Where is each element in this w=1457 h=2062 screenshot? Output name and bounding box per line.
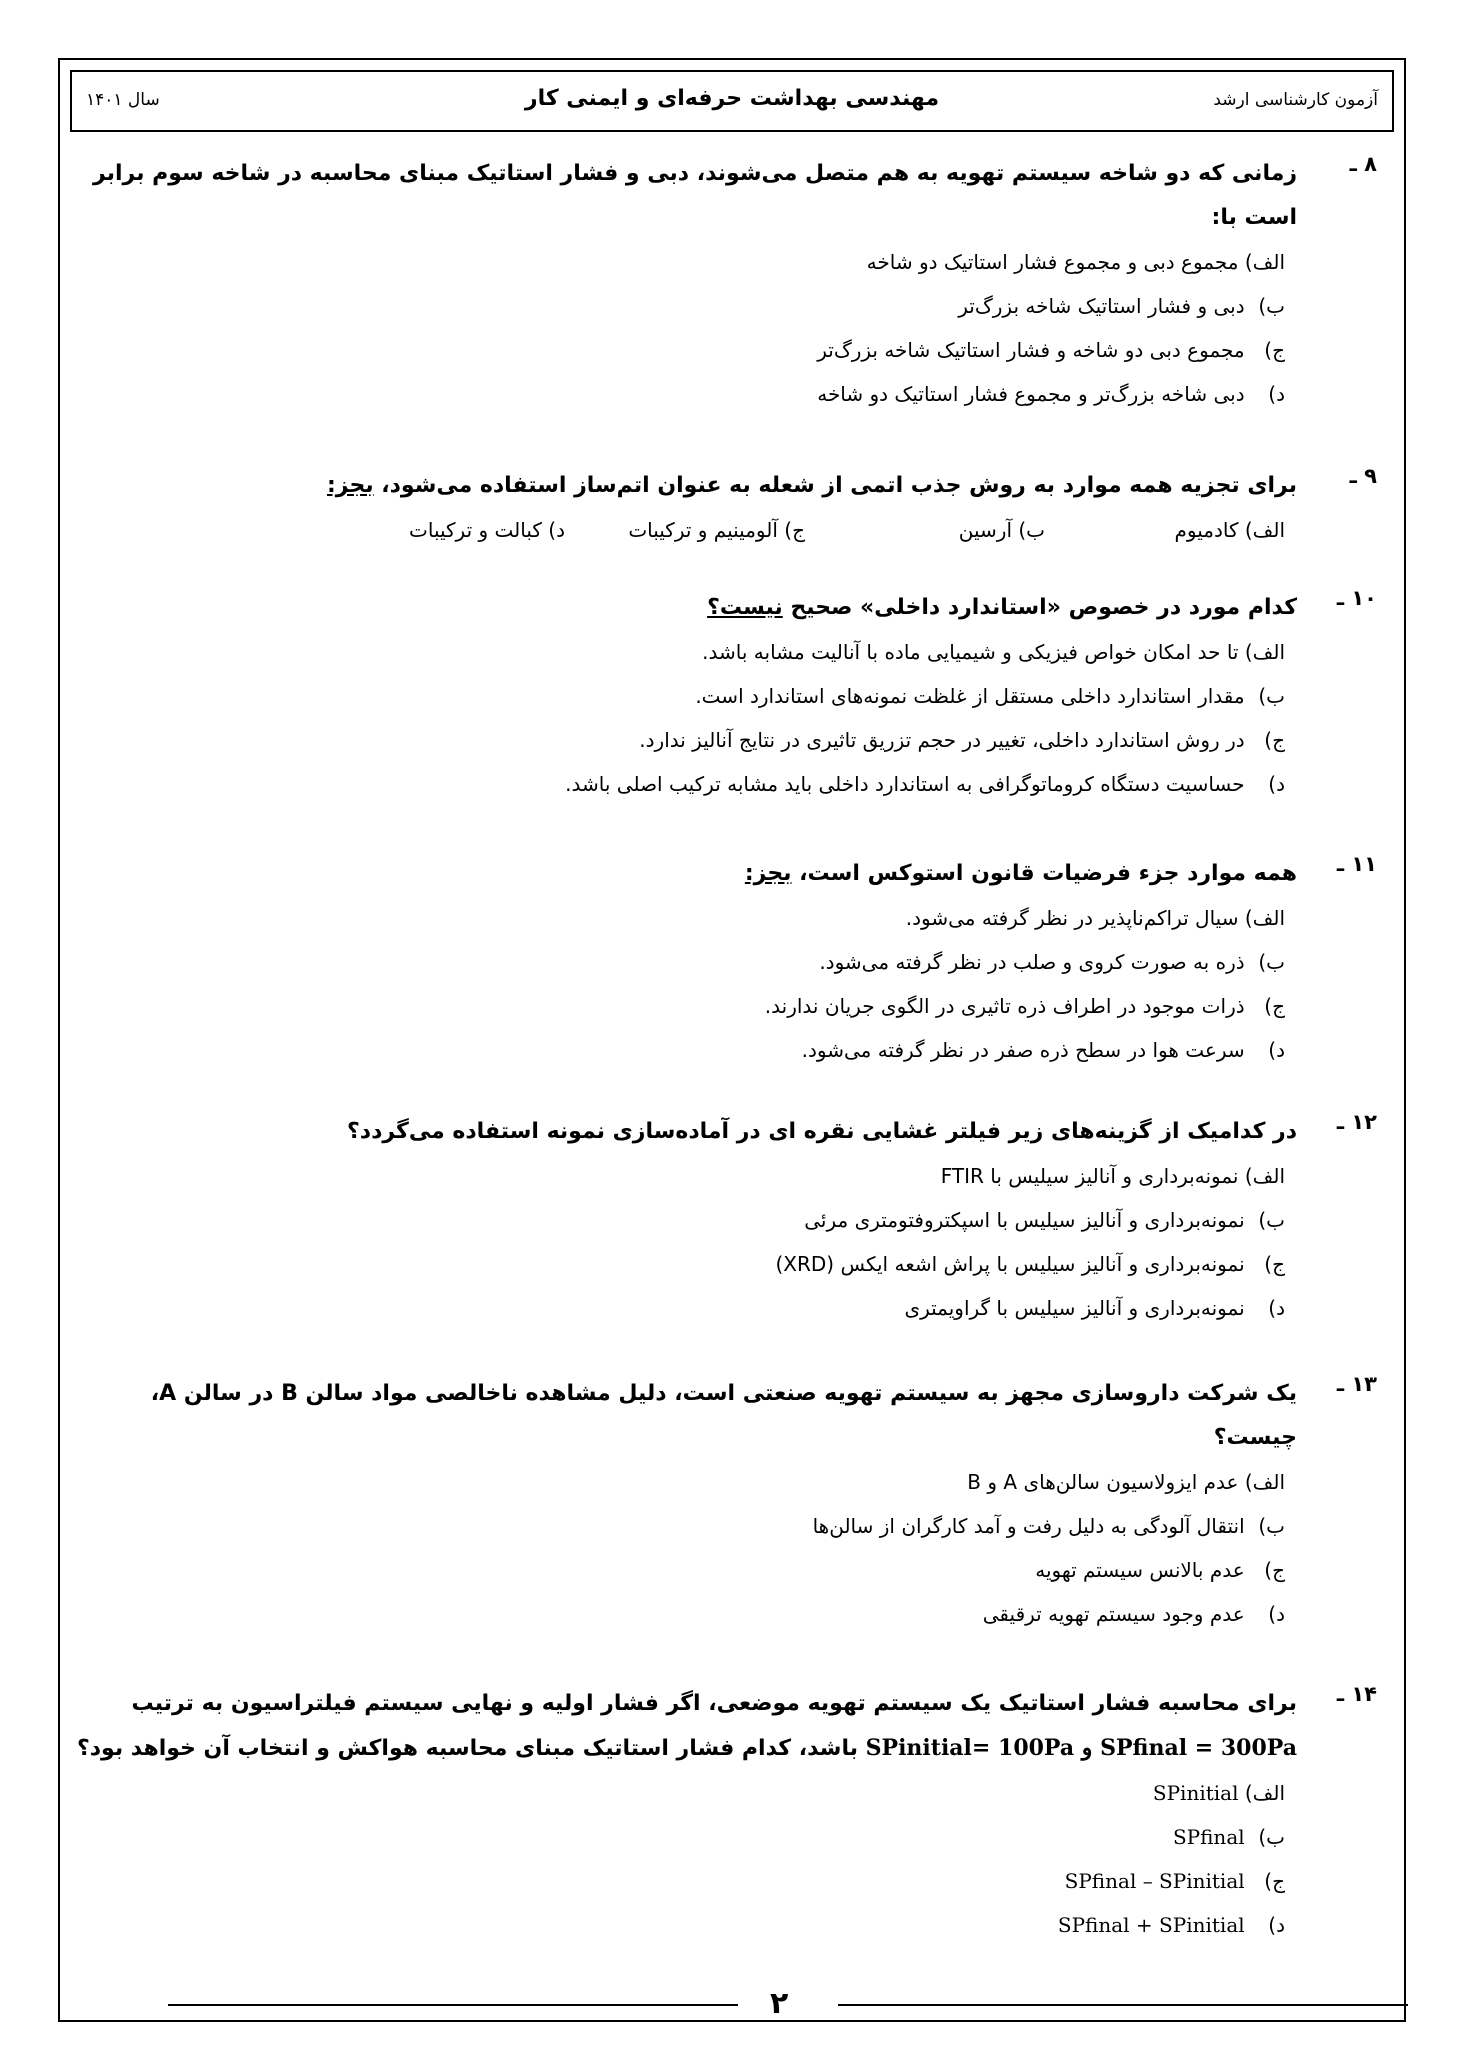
option-jim: ج) ذرات موجود در اطراف ذره تاثیری در الگوی جریان ندارند. xyxy=(764,994,1285,1018)
option-dal: د) حساسیت دستگاه کروماتوگرافی به استاندارد داخلی باید مشابه ترکیب اصلی باشد. xyxy=(565,772,1285,796)
question-number: ۱۴ ـ xyxy=(1336,1682,1377,1706)
emphasis: بجز: xyxy=(744,861,792,886)
option-be: ب) انتقال آلودگی به دلیل رفت و آمد کارگران از سالن‌ها xyxy=(812,1514,1285,1538)
footer-rule-left xyxy=(168,2004,738,2006)
pressure-values: SPinitial= 100Pa و SPfinal = 300Pa xyxy=(865,1735,1297,1761)
option-dal: د) نمونه‌برداری و آنالیز سیلیس با گراویمتری xyxy=(904,1296,1285,1320)
question-number: ۱۰ ـ xyxy=(1336,586,1377,610)
option-be: ب) مقدار استاندارد داخلی مستقل از غلظت نمونه‌های استاندارد است. xyxy=(695,684,1285,708)
question-number: ۱۱ ـ xyxy=(1336,852,1377,876)
option-alef: الف) تا حد امکان خواص فیزیکی و شیمیایی ماده با آنالیت مشابه باشد. xyxy=(702,640,1285,664)
page-number: ۲ xyxy=(770,1986,789,2021)
option-dal: د) سرعت هوا در سطح ذره صفر در نظر گرفته می‌شود. xyxy=(801,1038,1285,1062)
option-be: ب) ذره به صورت کروی و صلب در نظر گرفته می‌شود. xyxy=(819,950,1285,974)
option-alef: الف) SPinitial xyxy=(1152,1781,1285,1805)
question-text: برای محاسبه فشار استاتیک یک سیستم تهویه موضعی، اگر فشار اولیه و نهایی سیستم فیلتراسیون به ترتیب SPinitial= 100Pa و SPfinal = 300Pa باشد، کدام فشار استاتیک مبنای محاسبه هواکش و انتخاب آن خواهد بود؟ xyxy=(76,1691,1297,1761)
question-text: در کدامیک از گزینه‌های زیر فیلتر غشایی نقره ای در آماده‌سازی نمونه استفاده می‌گردد؟ xyxy=(347,1119,1297,1144)
question-text: کدام مورد در خصوص «استاندارد داخلی» صحیح نیست؟ xyxy=(707,595,1297,620)
option-dal: د) کبالت و ترکیبات xyxy=(409,518,565,542)
question-number: ۸ ـ xyxy=(1349,152,1377,176)
option-jim: ج) SPfinal – SPinitial xyxy=(1064,1869,1285,1893)
question-13 xyxy=(77,1372,1377,1636)
option-jim: ج) مجموع دبی دو شاخه و فشار استاتیک شاخه بزرگ‌تر xyxy=(817,338,1285,362)
option-alef: الف) کادمیوم xyxy=(1174,518,1285,542)
option-alef: الف) عدم ایزولاسیون سالن‌های A و B xyxy=(967,1470,1285,1494)
option-alef: الف) نمونه‌برداری و آنالیز سیلیس با FTIR xyxy=(940,1164,1285,1188)
question-number: ۹ ـ xyxy=(1349,464,1377,488)
option-alef: الف) سیال تراکم‌ناپذیر در نظر گرفته می‌شود. xyxy=(905,906,1285,930)
page-header xyxy=(70,70,1394,132)
option-be: ب) آرسین xyxy=(958,518,1045,542)
page-footer xyxy=(58,1986,1406,2026)
page-title: مهندسی بهداشت حرفه‌ای و ایمنی کار xyxy=(524,86,940,111)
option-be: ب) دبی و فشار استاتیک شاخه بزرگ‌تر xyxy=(958,294,1285,318)
exam-year: سال ۱۴۰۱ xyxy=(86,90,160,110)
question-10 xyxy=(77,586,1377,806)
question-8 xyxy=(77,152,1377,416)
question-number: ۱۳ ـ xyxy=(1336,1372,1377,1396)
option-jim: ج) آلومینیم و ترکیبات xyxy=(628,518,805,542)
option-alef: الف) مجموع دبی و مجموع فشار استاتیک دو شاخه xyxy=(866,250,1285,274)
option-be: ب) SPfinal xyxy=(1172,1825,1285,1849)
option-jim: ج) نمونه‌برداری و آنالیز سیلیس با پراش اشعه ایکس (XRD) xyxy=(775,1252,1285,1276)
footer-rule-right xyxy=(838,2004,1408,2006)
question-11 xyxy=(77,852,1377,1072)
option-jim: ج) عدم بالانس سیستم تهویه xyxy=(1035,1558,1285,1582)
emphasis: بجز: xyxy=(327,473,374,498)
option-dal: د) عدم وجود سیستم تهویه ترقیقی xyxy=(982,1602,1285,1626)
question-text: برای تجزیه همه موارد به روش جذب اتمی از شعله به عنوان اتم‌ساز استفاده می‌شود، بجز: xyxy=(327,473,1297,498)
option-dal: د) SPfinal + SPinitial xyxy=(1057,1913,1285,1937)
question-12 xyxy=(77,1110,1377,1330)
question-14 xyxy=(77,1682,1377,1947)
option-be: ب) نمونه‌برداری و آنالیز سیلیس با اسپکتروفتومتری مرئی xyxy=(804,1208,1285,1232)
question-text: همه موارد جزء فرضیات قانون استوکس است، بجز: xyxy=(744,861,1297,886)
option-dal: د) دبی شاخه بزرگ‌تر و مجموع فشار استاتیک دو شاخه xyxy=(817,382,1285,406)
question-9 xyxy=(77,464,1377,552)
options-row xyxy=(77,508,1285,552)
option-jim: ج) در روش استاندارد داخلی، تغییر در حجم تزریق تاثیری در نتایج آنالیز ندارد. xyxy=(639,728,1285,752)
question-text: یک شرکت داروسازی مجهز به سیستم تهویه صنعتی است، دلیل مشاهده ناخالصی مواد سالن B در سالن A، چیست؟ xyxy=(150,1381,1297,1450)
question-text: زمانی که دو شاخه سیستم تهویه به هم متصل می‌شوند، دبی و فشار استاتیک مبنای محاسبه در شاخه سوم برابر است با: xyxy=(93,161,1297,230)
emphasis: نیست؟ xyxy=(707,595,783,620)
question-number: ۱۲ ـ xyxy=(1336,1110,1377,1134)
exam-name: آزمون کارشناسی ارشد xyxy=(1213,90,1378,110)
